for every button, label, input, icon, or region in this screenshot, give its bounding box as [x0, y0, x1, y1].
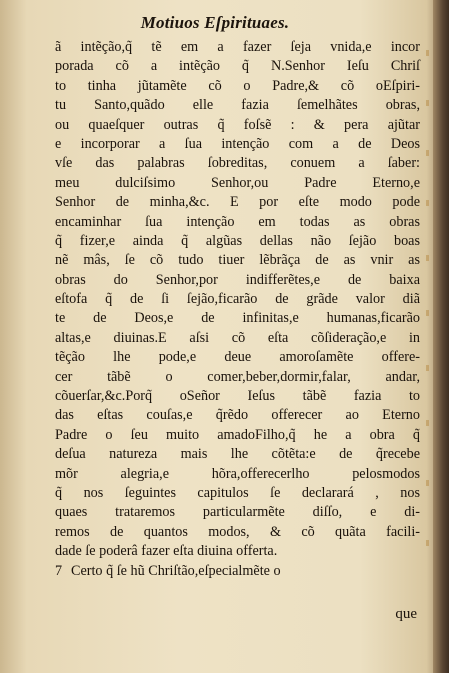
running-header: Motiuos Eſpirituaes.: [140, 13, 290, 32]
text-line: cer tãbẽ o comer,beber,dormir,falar, andar,: [55, 368, 420, 385]
stain-mark: [426, 255, 429, 261]
text-line: Senhor de minha,&c. E por eſte modo pode: [55, 194, 420, 211]
text-line: tẽção lhe pode,e deue amoroſamẽte offere-: [55, 349, 420, 366]
text-line: [25, 562, 420, 581]
text-line: e incorporar a ſua intenção com a de Deos: [55, 135, 420, 152]
text-line: meu dulciſsimo Senhor,ou Padre Eterno,e: [55, 174, 420, 191]
body-text: [55, 38, 420, 581]
text-line: deſua natureza mais lhe cõtẽta:e de q̃recebe: [55, 446, 420, 463]
text-line: dade ſe poderâ fazer eſta diuina offerta.: [55, 543, 278, 560]
stain-mark: [426, 480, 429, 486]
paragraph-number: 7: [55, 562, 63, 579]
stain-mark: [426, 365, 429, 371]
margin-stains: [426, 40, 432, 600]
text-line: quaes trataremos particularmẽte diſſo, e di-: [55, 504, 420, 521]
text-line: das eſtas couſas,e q̃rẽdo offerecer ao Eterno: [55, 407, 420, 424]
text-line: q̃ fizer,e ainda q̃ algũas dellas não ſejão boas: [55, 232, 420, 249]
text-line: vſe das palabras ſobreditas, conuem a ſaber:: [55, 155, 420, 172]
text-line: ã intẽção,q̃ tẽ em a fazer ſeja vnida,e incor: [55, 39, 420, 55]
stain-mark: [426, 50, 429, 56]
stain-mark: [426, 200, 429, 206]
stain-mark: [426, 310, 429, 316]
text-line: ou quaeſquer outras q̃ foſsẽ : & pera ajũtar: [55, 116, 420, 133]
text-line: obras do Senhor,por indifferẽtes,e de baixa: [55, 271, 420, 288]
stain-mark: [426, 150, 429, 156]
text-line: altas,e diuinas.E aſsi cõ eſta cõſideração,e in: [55, 329, 420, 346]
paragraph-text: Certo q̃ ſe hũ Chriſtão,eſpecialmẽte o: [71, 562, 281, 579]
text-line: q̃ nos ſeguintes capitulos ſe declarará , nos: [55, 484, 420, 501]
stain-mark: [426, 100, 429, 106]
text-line: mõr alegria,e hõra,offerecerlho pelosmodos: [55, 465, 420, 482]
text-line: nẽ mâs, ſe cõ tudo tiuer lẽbrãça de as vnir as: [55, 252, 420, 269]
text-line: eſtofa q̃ de ſi ſejão,ficarão de grãde valor diã: [55, 291, 420, 308]
text-line: encaminhar ſua intenção em todas as obras: [55, 213, 420, 230]
binding-edge: [433, 0, 449, 673]
stain-mark: [426, 420, 429, 426]
text-line: Padre o ſeu muito amadoFilho,q̃ he a obra q̃: [55, 426, 420, 443]
stain-mark: [426, 540, 429, 546]
text-line: te de Deos,e de infinitas,e humanas,ficarão: [55, 310, 420, 327]
text-line: porada cõ a intẽção q̃ N.Senhor Ieſu Chriſ: [55, 58, 420, 75]
text-line: tu Santo,quãdo elle fazia ſemelhãtes obras,: [55, 97, 420, 114]
catchword: que: [395, 606, 417, 622]
text-line: cõuerſar,&c.Porq̃ oSeñor Ieſus tãbẽ fazia to: [55, 388, 420, 405]
text-line: remos de quantos modos, & cõ quãta facili-: [55, 523, 420, 540]
text-line: to tinha jũtamẽte cõ o Padre,& cõ oEſpiri-: [55, 77, 420, 94]
